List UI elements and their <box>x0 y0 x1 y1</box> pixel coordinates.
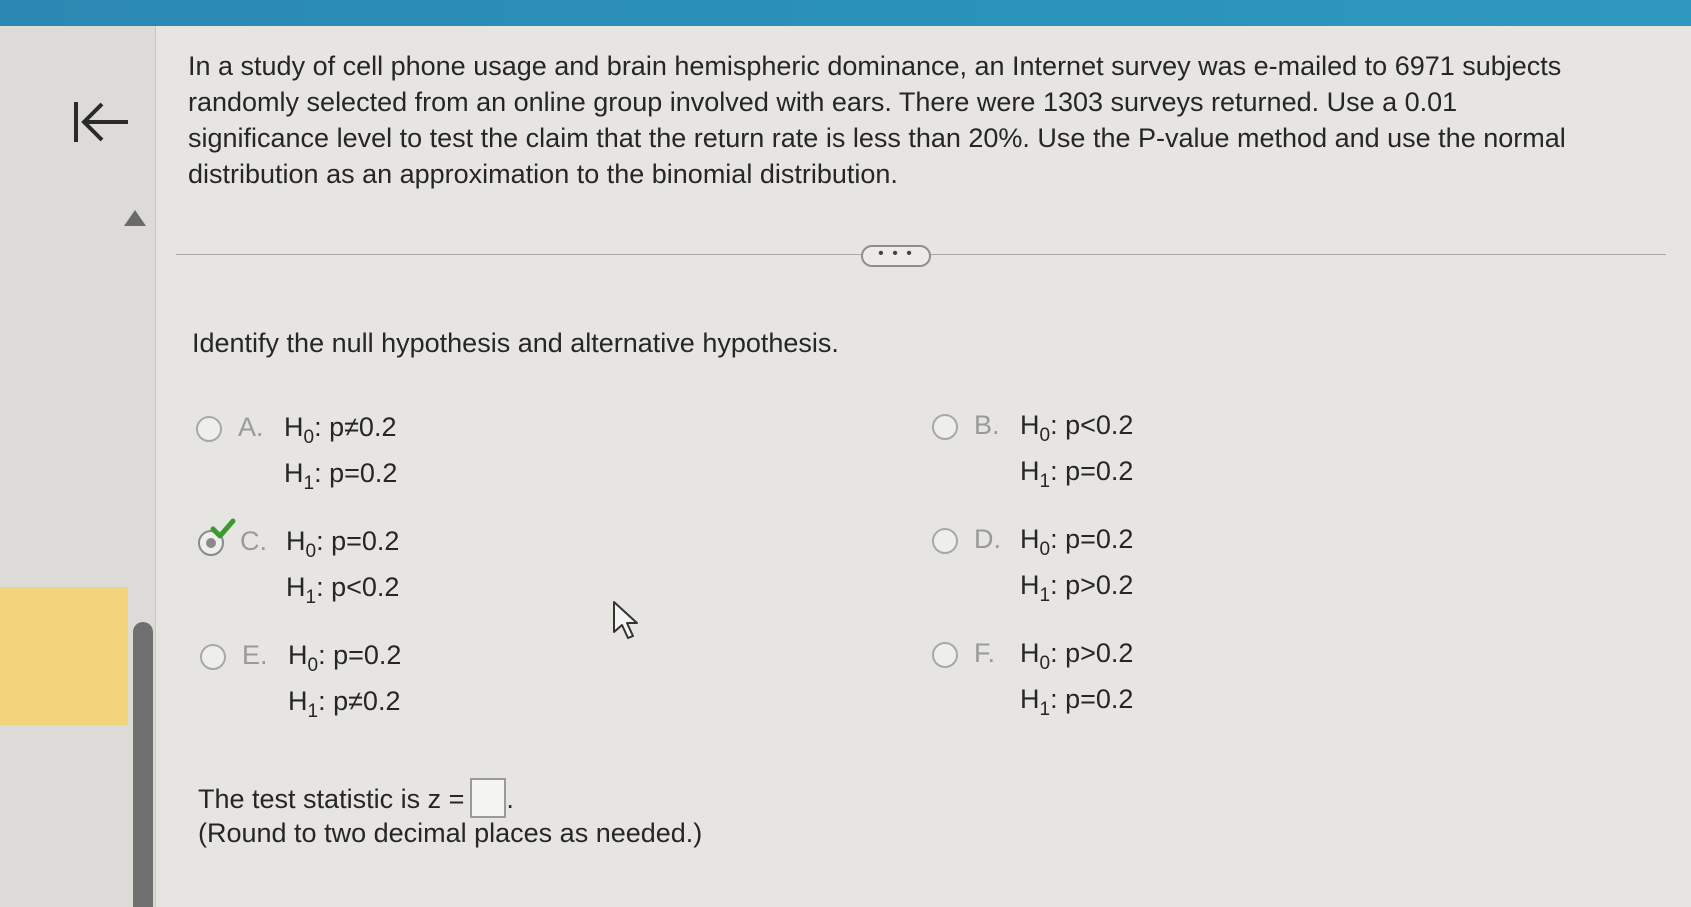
alternative-hypothesis: $H_1$: p=0.2 <box>1020 456 1134 492</box>
null-hypothesis: $H_0$: p=0.2 <box>288 640 402 676</box>
option-letter: B. <box>974 410 1000 440</box>
radio-d[interactable] <box>932 528 958 554</box>
rounding-note: (Round to two decimal places as needed.) <box>198 818 703 848</box>
radio-f[interactable] <box>932 642 958 668</box>
option-a[interactable] <box>196 410 656 506</box>
option-c[interactable] <box>198 524 658 620</box>
radio-b[interactable] <box>932 414 958 440</box>
correct-check-icon <box>210 518 236 540</box>
more-button[interactable]: • • • <box>861 245 931 267</box>
scrollbar[interactable] <box>133 622 153 907</box>
hypothesis-prompt: Identify the null hypothesis and alternative hypothesis. <box>192 328 839 358</box>
null-hypothesis: $H_0$: p=0.2 <box>286 526 400 562</box>
mouse-cursor-icon <box>612 600 644 642</box>
test-statistic-suffix: . <box>506 784 514 814</box>
option-f[interactable] <box>932 636 1392 732</box>
option-d[interactable] <box>932 522 1392 618</box>
option-b[interactable] <box>932 408 1392 504</box>
alternative-hypothesis: $H_1$: p=0.2 <box>1020 684 1134 720</box>
top-bar <box>0 0 1691 26</box>
alternative-hypothesis: $H_1$: p=0.2 <box>284 458 398 494</box>
question-text: In a study of cell phone usage and brain hemispheric dominance, an Internet survey was e-mailed to 6971 subjects randomly selected from an online group involved with ears. There were 1303 surveys returned. Use a 0.01 significance level to test the claim that the return rate is less than 20%. Use the P-value method and use the normal distribution as an approximation to the binomial distribution. <box>188 51 1566 189</box>
question-panel <box>156 26 1691 907</box>
null-hypothesis: $H_0$: p<0.2 <box>1020 410 1134 446</box>
test-statistic-label: The test statistic is z = <box>198 784 465 814</box>
alternative-hypothesis: $H_1$: p≠0.2 <box>288 686 401 722</box>
option-e[interactable] <box>200 638 660 734</box>
option-letter: F. <box>974 638 996 668</box>
null-hypothesis: $H_0$: p>0.2 <box>1020 638 1134 674</box>
option-letter: E. <box>242 640 268 670</box>
alternative-hypothesis: $H_1$: p>0.2 <box>1020 570 1134 606</box>
radio-a[interactable] <box>196 416 222 442</box>
alternative-hypothesis: $H_1$: p<0.2 <box>286 572 400 608</box>
back-to-start-icon[interactable] <box>72 96 132 148</box>
side-tab[interactable] <box>0 587 128 725</box>
radio-e[interactable] <box>200 644 226 670</box>
option-letter: C. <box>240 526 267 556</box>
option-letter: A. <box>238 412 264 442</box>
option-letter: D. <box>974 524 1001 554</box>
null-hypothesis: $H_0$: p=0.2 <box>1020 524 1134 560</box>
z-answer-input[interactable] <box>470 778 506 818</box>
test-statistic-line <box>198 778 514 818</box>
null-hypothesis: $H_0$: p≠0.2 <box>284 412 397 448</box>
collapse-up-icon[interactable] <box>122 208 148 228</box>
